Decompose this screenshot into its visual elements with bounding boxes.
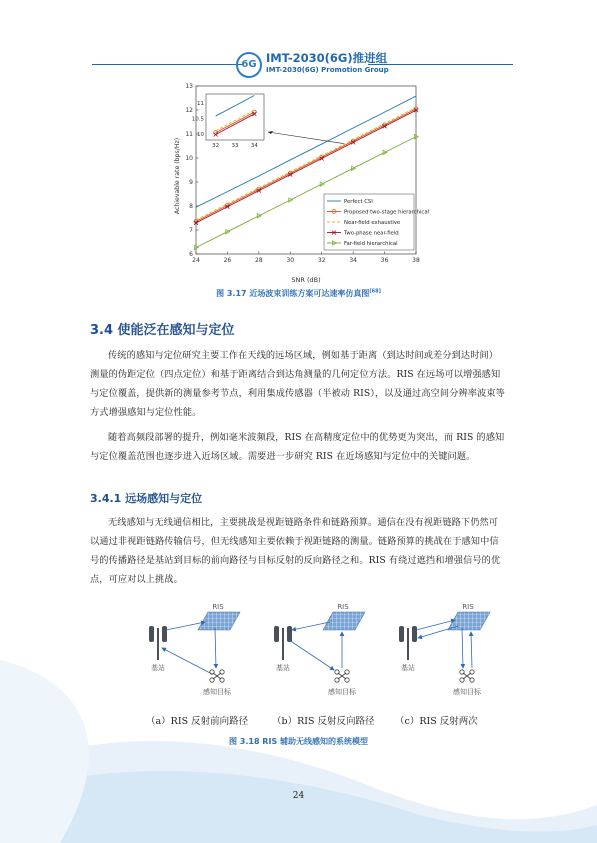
- y-tick-label: 7: [189, 227, 193, 234]
- x-tick-label: 32: [317, 257, 326, 264]
- legend-entry: Near-field exhaustive: [344, 220, 401, 226]
- ris-panel: [198, 612, 240, 630]
- page-number: 24: [292, 791, 305, 801]
- drone-target-icon: [335, 670, 349, 682]
- y-axis-label: Achievable rate (bps/Hz): [174, 137, 181, 215]
- header-rule-left: [92, 64, 243, 65]
- figure-caption-ref: [68]: [369, 288, 381, 295]
- base-station-label: 基站: [151, 664, 165, 672]
- inset-x-tick-label: 32: [212, 143, 220, 149]
- x-tick-label: 36: [380, 257, 389, 264]
- section-3-4-paragraph-1: 传统的感知与定位研究主要工作在天线的远场区域，例如基于距离（到达时间或差分到达时间）测量的伪距定位（四点定位）和基于距离结合到达角测量的几何定位方法。RIS 在远场可以增强感知与定位覆盖，提供新的测量参考节点，利用集成传感器（半被动 RIS），以及通过高空间分辨率波束等方式增强感知与定位性能。: [90, 350, 505, 418]
- inset-y-tick-label: 10.5: [191, 116, 204, 123]
- subfigure-b-caption: （b）RIS 反射反向路径: [272, 716, 375, 727]
- base-station-icon: [149, 626, 167, 660]
- y-tick-label: 12: [185, 107, 193, 114]
- subfigure-c-caption: （c）RIS 反射两次: [395, 716, 478, 727]
- panel-c-two-reflections: [399, 603, 490, 696]
- section-3-4-title: 3.4 使能泛在感知与定位: [90, 323, 235, 338]
- x-tick-label: 24: [192, 257, 200, 264]
- ris-system-model-diagram: [0, 598, 597, 708]
- base-station-label: 基站: [276, 664, 290, 672]
- inset-x-tick-label: 34: [250, 143, 258, 149]
- target-label: 感知目标: [453, 688, 481, 696]
- section-3-4-1-paragraph: 无线感知与无线通信相比，主要挑战是视距链路条件和链路预算。通信在没有视距链路下仍然可以通过非视距链路传输信号，但无线感知主要依赖于视距链路的测量。链路预算的挑战在于感知中信号的传播路径是基站到目标的前向路径与目标反射的反向路径之和。RIS 有绕过遮挡和增强信号的优点，可应对以上挑战。: [90, 517, 501, 585]
- ris-label: RIS: [337, 603, 349, 611]
- section-3-4-1-title: 3.4.1 远场感知与定位: [90, 492, 203, 505]
- figure-3-18-caption: 图 3.18 RIS 辅助无线感知的系统模型: [229, 737, 368, 746]
- x-tick-label: 26: [223, 257, 232, 264]
- inset-x-tick-label: 33: [231, 143, 239, 149]
- y-tick-label: 13: [185, 83, 193, 90]
- x-tick-label: 38: [412, 257, 420, 264]
- base-station-label: 基站: [401, 664, 415, 672]
- y-tick-label: 8: [189, 203, 193, 210]
- panel-b-reverse-path: [274, 603, 365, 696]
- y-tick-label: 6: [189, 251, 193, 258]
- 6g-logo: 6G: [236, 52, 262, 78]
- header-subtitle: IMT-2030(6G) Promotion Group: [266, 66, 389, 74]
- y-tick-label: 10: [185, 155, 193, 162]
- inset-y-tick-label: 11: [197, 101, 204, 108]
- target-label: 感知目标: [328, 688, 356, 696]
- section-3-4-paragraph-2: 随着高频段部署的提升，例如毫米波频段，RIS 在高精度定位中的优势更为突出，而 RIS 的感知与定位覆盖范围也逐步进入近场区域。需要进一步研究 RIS 在近场感知与定位中的关键问题。: [90, 432, 505, 462]
- inset-y-tick-label: 10: [197, 131, 204, 138]
- achievable-rate-chart: [172, 80, 430, 288]
- drone-target-icon: [210, 670, 224, 682]
- figure-caption-text: 图 3.17 近场波束训练方案可达速率仿真图: [216, 289, 370, 298]
- x-axis-label: SNR (dB): [291, 276, 321, 284]
- drone-target-icon: [460, 670, 474, 682]
- x-tick-label: 30: [286, 257, 295, 264]
- legend-entry: Perfect CSI: [344, 199, 373, 205]
- target-label: 感知目标: [203, 688, 231, 696]
- legend-entry: Far-field hierarchical: [344, 241, 398, 247]
- subfigure-a-caption: （a）RIS 反射前向路径: [146, 716, 249, 727]
- legend-entry: Proposed two-stage hierarchical: [344, 209, 430, 216]
- figure-3-17-caption: [0, 288, 597, 299]
- ris-label: RIS: [212, 603, 224, 611]
- base-station-icon: [274, 626, 292, 660]
- header-title: IMT-2030(6G)推进组: [266, 51, 388, 65]
- panel-a-forward-path: [149, 603, 240, 696]
- legend-entry: Two-phase near-field: [344, 230, 399, 237]
- y-tick-label: 9: [189, 179, 193, 186]
- y-tick-label: 11: [185, 131, 193, 138]
- header-rule-right: [368, 64, 513, 65]
- x-tick-label: 28: [255, 257, 263, 264]
- x-tick-label: 34: [349, 257, 357, 264]
- base-station-icon: [399, 626, 417, 660]
- ris-panel: [323, 612, 365, 630]
- ris-label: RIS: [462, 603, 474, 611]
